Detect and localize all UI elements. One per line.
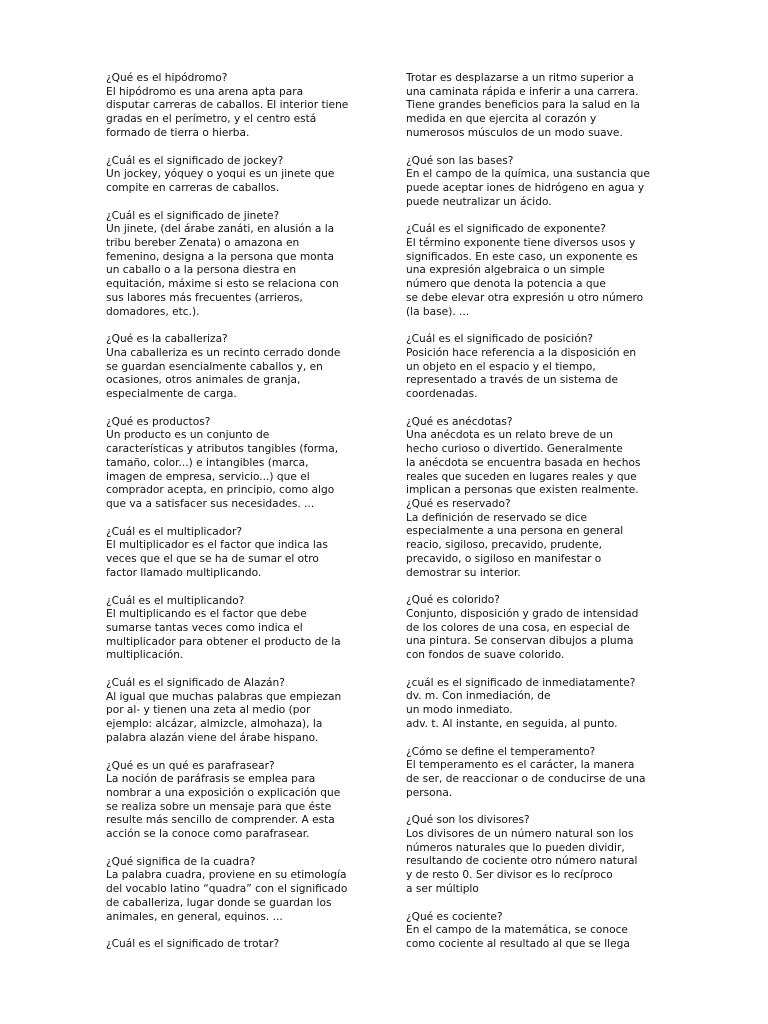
qa-entry [406, 223, 668, 319]
qa-entry [406, 155, 668, 210]
qa-entry [406, 911, 668, 952]
answer-text: En el campo de la química, una sustancia que puede aceptar iones de hidrógeno en agua y puede neutralizar un ácido. [406, 168, 650, 208]
qa-entry [406, 416, 668, 498]
answer-text: dv. m. Con inmediación, de un modo inmediato. adv. t. Al instante, en seguida, al punto. [406, 690, 618, 730]
question-heading: ¿Qué es cociente? [406, 910, 503, 923]
qa-entry [406, 498, 668, 580]
question-heading: ¿Qué es la caballeriza? [106, 333, 228, 346]
question-heading: ¿Cuál es el significado de Alazán? [106, 677, 285, 690]
question-heading: ¿Qué es el hipódromo? [106, 72, 228, 84]
question-heading: ¿Qué es un qué es parafrasear? [106, 759, 275, 772]
qa-entry [106, 72, 368, 141]
right-column [406, 72, 668, 966]
question-heading: ¿Qué significa de la cuadra? [106, 855, 256, 868]
question-heading: ¿Cuál es el multiplicando? [106, 594, 245, 607]
qa-entry [106, 856, 368, 925]
question-heading: ¿Qué es colorido? [406, 594, 500, 607]
answer-text: Una caballeriza es un recinto cerrado donde se guardan esencialmente caballos y, en ocasiones, otros animales de granja, especialmente de carga. [106, 346, 341, 401]
answer-text: Trotar es desplazarse a un ritmo superior a una caminata rápida e inferir a una carrera. Tiene grandes beneficios para la salud en la medida en que ejercita al corazón y numerosos músculos de un modo suave. [406, 72, 640, 139]
question-heading: ¿cuál es el significado de inmediatamente? [406, 676, 636, 689]
answer-text: Un jockey, yóquey o yoqui es un jinete que compite en carreras de caballos. [106, 168, 335, 194]
qa-entry [106, 760, 368, 842]
left-column [106, 72, 368, 966]
qa-entry [406, 677, 668, 732]
answer-text: Al igual que muchas palabras que empiezan por al- y tienen una zeta al medio (por ejemplo: alcázar, almizcle, almohaza), la palabra alazán viene del árabe hispano. [106, 690, 342, 744]
question-heading: ¿Cómo se define el temperamento? [406, 745, 596, 758]
qa-entry [106, 938, 368, 952]
answer-text: El multiplicador es el factor que indica las veces que el que se ha de sumar el otro factor llamado multiplicando. [106, 539, 328, 579]
question-heading: ¿Qué son las bases? [406, 154, 514, 167]
question-heading: ¿Qué son los divisores? [406, 814, 530, 827]
qa-entry [106, 677, 368, 746]
question-heading: ¿Qué es productos? [106, 415, 211, 428]
answer-text: Un jinete, (del árabe zanáti, en alusión a la tribu bereber Zenata) o amazona en femenino, designa a la persona que monta un caballo o a la persona diestra en equitación, máxime si esto se relaciona con sus labores más frecuentes (arrieros, domadores, etc.). [106, 223, 339, 318]
question-heading: ¿Qué es reservado? [406, 497, 511, 510]
answer-text: El multiplicando es el factor que debe sumarse tantas veces como indica el multiplicador para obtener el producto de la multiplicación. [106, 608, 341, 662]
qa-entry [106, 595, 368, 664]
question-heading: ¿Cuál es el significado de posición? [406, 333, 594, 346]
answer-text: La definición de reservado se dice especialmente a una persona en general reacio, sigiloso, precavido, prudente, precavido, o sigiloso en manifestar o demostrar su interior. [406, 511, 624, 579]
qa-entry [106, 333, 368, 402]
answer-text: La noción de paráfrasis se emplea para nombrar a una exposición o explicación que se realiza sobre un mensaje para que éste resulte más sencillo de comprender. A esta acción se la conoce como parafrasear. [106, 773, 341, 841]
answer-text: En el campo de la matemática, se conoce como cociente al resultado al que se llega [406, 924, 630, 950]
answer-text: El temperamento es el carácter, la manera de ser, de reaccionar o de conducirse de una persona. [406, 759, 646, 799]
answer-text: Posición hace referencia a la disposición en un objeto en el espacio y el tiempo, representado a través de un sistema de coordenadas. [406, 346, 637, 401]
qa-entry [406, 72, 668, 141]
question-heading: ¿Qué es anécdotas? [406, 415, 513, 428]
question-heading: ¿Cuál es el significado de trotar? [106, 938, 280, 951]
qa-entry [106, 526, 368, 581]
qa-entry [106, 155, 368, 196]
question-heading: ¿Cuál es el significado de jinete? [106, 209, 280, 222]
qa-entry [406, 814, 668, 896]
answer-text: Conjunto, disposición y grado de intensidad de los colores de una cosa, en especial de una pintura. Se conservan dibujos a pluma con fondos de suave colorido. [406, 607, 639, 662]
qa-entry [406, 746, 668, 801]
answer-text: El término exponente tiene diversos usos y significados. En este caso, un exponente es una expresión algebraica o un simple número que denota la potencia a que se debe elevar otra expresión u otro número (la base). ... [406, 237, 644, 318]
answer-text: La palabra cuadra, proviene en su etimología del vocablo latino “quadra” con el significado de caballeriza, lugar donde se guardan los animales, en general, equinos. ... [106, 869, 348, 923]
qa-entry [406, 333, 668, 402]
question-heading: ¿Cuál es el multiplicador? [106, 525, 242, 538]
answer-text: El hipódromo es una arena apta para disputar carreras de caballos. El interior tiene gradas en el perímetro, y el centro está formado de tierra o hierba. [106, 85, 349, 139]
question-heading: ¿Cuál es el significado de exponente? [406, 223, 606, 236]
question-heading: ¿Cuál es el significado de jockey? [106, 154, 284, 167]
answer-text: Un producto es un conjunto de características y atributos tangibles (forma, tamaño, color...) e intangibles (marca, imagen de empresa, servicio...) que el comprador acepta, en principio, como algo que va a satisfacer sus necesidades. ... [106, 429, 339, 510]
qa-entry [406, 594, 668, 663]
qa-entry [106, 416, 368, 512]
answer-text: Una anécdota es un relato breve de un hecho curioso o divertido. Generalmente la anécdota se encuentra basada en hechos reales que suceden en lugares reales y que implican a personas que existen realmente. [406, 429, 641, 497]
qa-entry [106, 210, 368, 320]
answer-text: Los divisores de un número natural son los números naturales que lo pueden dividir, resultando de cociente otro número natural y de resto 0. Ser divisor es lo recíproco a ser múltiplo [406, 828, 638, 895]
